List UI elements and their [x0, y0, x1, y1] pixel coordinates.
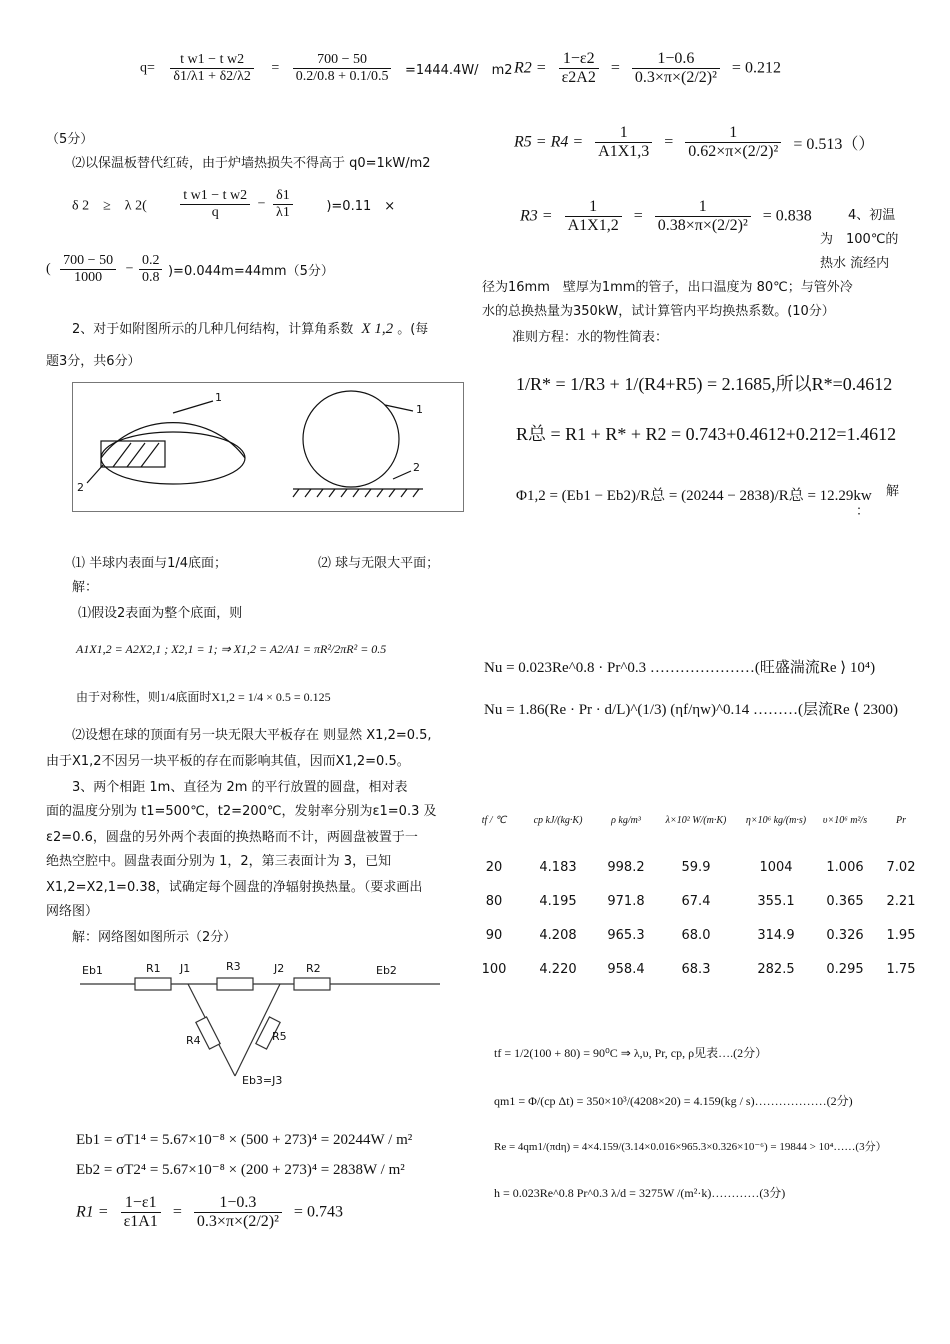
- cell: 1.75: [886, 961, 916, 977]
- cell: 971.8: [607, 893, 645, 909]
- q-fraction-symbolic: [170, 52, 253, 85]
- r3-d1: A1X1,2: [567, 217, 619, 234]
- inequality-2: ( $\frac{700 - 50}{1000}$ − $\frac{0.2}{0.8}$ )=0.044m=44mm（5分）: [46, 253, 334, 285]
- ineq2-result: )=0.044m=44mm（5分）: [167, 264, 334, 279]
- ineq2-d: 0.8: [141, 270, 160, 285]
- q4-part-a: 4、初温: [848, 208, 896, 223]
- net-j1: J1: [180, 962, 191, 975]
- q3-line-5: X1,2=X2,1=0.38，试确定每个圆盘的净辐射换热量。（要求画出: [46, 880, 423, 895]
- q-result: =1444.4W/ m2: [404, 63, 513, 78]
- q2-tail: 。(每: [397, 322, 429, 337]
- r5-result: = 0.513（）: [793, 136, 875, 153]
- phi-equation: Φ1,2 = (Eb1 − Eb2)/R总 = (20244 − 2838)/R总 = 12.29kw: [516, 488, 872, 504]
- ineq2-b: 1000: [74, 270, 103, 285]
- cell: 90: [485, 927, 503, 943]
- r1-frac-num: [194, 1194, 282, 1231]
- eq-ax: A1X1,2 = A2X2,1 ; X2,1 = 1; ⇒ X1,2 = A2/A1 = πR²/2πR² = 0.5: [76, 642, 387, 656]
- hatch-3: [141, 443, 159, 467]
- ineq-a: t w1 − t w2: [180, 188, 250, 205]
- ineq-result: )=0.11 ×: [326, 199, 396, 214]
- cell: 68.0: [681, 927, 711, 943]
- r2-eq: =: [610, 59, 620, 77]
- leader-1: [173, 401, 213, 413]
- ineq-frac-c: [273, 188, 293, 221]
- hemisphere-shape: [87, 401, 245, 484]
- r3-lhs: R3 =: [520, 207, 553, 225]
- fig-label-2: 2: [77, 481, 84, 494]
- fig-label-1: 1: [215, 391, 222, 404]
- q2-title-text: 2、对于如附图所示的几种几何结构，计算角系数: [72, 322, 354, 337]
- step-re: Re = 4qm1/(πdη) = 4×4.159/(3.14×0.016×965.3×0.326×10⁻⁶) = 19844 > 10⁴……(3分）: [494, 1141, 887, 1153]
- r3-frac-sym: [565, 198, 622, 235]
- q3-line-3: ε2=0.6，圆盘的另外两个表面的换热略而不计，两圆盘被置于一: [46, 830, 418, 845]
- q4-line-e: 水的总换热量为350kW，试计算管内平均换热系数。(10分）: [482, 304, 835, 319]
- r5-frac-sym: [595, 124, 652, 161]
- r3-equation: [520, 198, 812, 235]
- table-row: [470, 884, 926, 918]
- eq-symmetry: 由于对称性，则1/4底面时X1,2 = 1/4 × 0.5 = 0.125: [76, 690, 331, 704]
- r2-equation: [514, 50, 781, 87]
- net-r2: R2: [306, 962, 321, 975]
- network-title: 解：网络图如图所示（2分）: [72, 930, 237, 945]
- q4-line-d: 径为16mm 壁厚为1mm的管子，出口温度为 80℃；与管外冷: [482, 280, 853, 295]
- leader-2: [87, 465, 103, 483]
- ball-text-1: ⑵设想在球的顶面有另一块无限大平板存在 则显然 X1,2=0.5,: [72, 728, 432, 743]
- r2-frac-sym: [559, 50, 599, 87]
- resistor-r2: [294, 978, 330, 990]
- network-diagram: [80, 958, 450, 1108]
- r5-n2: 1: [685, 124, 781, 143]
- resistor-r3: [217, 978, 253, 990]
- hdr-pr: Pr: [896, 814, 906, 826]
- assume-text: ⑴假设2表面为整个底面，则: [78, 606, 243, 621]
- table-row: [470, 952, 926, 986]
- step-qm: qm1 = Φ/(cp Δt) = 350×10³/(4208×20) = 4.159(kg / s)………………(2分): [494, 1094, 853, 1108]
- nu-turbulent: Nu = 0.023Re^0.8 · Pr^0.3 …………………(旺盛湍流Re ⟩ 10⁴): [484, 660, 876, 676]
- ineq2-c: 0.2: [139, 253, 163, 270]
- r3-result: = 0.838: [762, 207, 812, 225]
- r2-d2: 0.3×π×(2/2)²: [634, 69, 717, 86]
- r5-d2: 0.62×π×(2/2)²: [688, 143, 779, 160]
- step-tf: tf = 1/2(100 + 80) = 90⁰C ⇒ λ,υ, Pr, cp, ρ见表….(2分）: [494, 1046, 768, 1060]
- nu-laminar: Nu = 1.86(Re · Pr · d/L)^(1/3) (ηf/ηw)^0.14 ………(层流Re ⟨ 2300): [484, 702, 899, 718]
- r1-d1: ε1A1: [123, 1213, 158, 1230]
- r1-eq: =: [172, 1203, 182, 1221]
- q3-line-6: 网络图）: [46, 904, 99, 919]
- q-equation: q= $\frac{\text{t w1 − t w2}}{\delta 1/\lambda 1 + \delta 2/\lambda 2}$ = $\frac{700 - 50}{0.2/0.8 + 0.1/0.5}$ =1444.4W/ m2: [140, 52, 513, 84]
- q3-line-2: 面的温度分别为 t1=500℃，t2=200℃，发射率分别为ε1=0.3 及: [46, 804, 437, 819]
- q-den2: 0.2/0.8 + 0.1/0.5: [295, 69, 389, 84]
- r2-result: = 0.212: [731, 59, 781, 77]
- table-row: [470, 850, 926, 884]
- r5-d1: A1X1,3: [598, 143, 650, 160]
- cell: 59.9: [681, 859, 711, 875]
- r1-result: = 0.743: [293, 1203, 343, 1221]
- cell: 80: [485, 893, 503, 909]
- cell: 68.3: [681, 961, 711, 977]
- net-r3: R3: [226, 960, 241, 973]
- q3-line-4: 绝热空腔中。圆盘表面分别为 1，2，第三表面计为 3，已知: [46, 854, 392, 869]
- ineq2-frac-c: [139, 253, 163, 286]
- colon-right: ：: [856, 504, 870, 519]
- ineq-d: λ1: [276, 205, 290, 220]
- net-eb3: Eb3=J3: [242, 1074, 283, 1087]
- q2-symbol: X 1,2: [361, 321, 394, 337]
- ineq2-a: 700 − 50: [60, 253, 116, 270]
- rtotal-equation: R总 = R1 + R* + R2 = 0.743+0.4612+0.212=1.4612: [516, 424, 897, 444]
- cell: 4.208: [539, 927, 577, 943]
- resistor-r1: [135, 978, 171, 990]
- plane-hatch: [293, 489, 419, 497]
- q-prefix: q=: [140, 60, 155, 76]
- cell: 20: [485, 859, 503, 875]
- hatch-1: [113, 443, 131, 467]
- leader-2b: [393, 471, 411, 479]
- cell: 0.365: [826, 893, 864, 909]
- cell: 0.295: [826, 961, 864, 977]
- criteria-title: 准则方程：水的物性简表：: [512, 330, 669, 345]
- cell: 998.2: [607, 859, 645, 875]
- net-eb2: Eb2: [376, 964, 397, 977]
- r5-eq: =: [664, 133, 674, 151]
- step-h: h = 0.023Re^0.8 Pr^0.3 λ/d = 3275W /(m²·k)…………(3分): [494, 1186, 786, 1200]
- r1-frac-sym: [121, 1194, 161, 1231]
- r2-lhs: R2 =: [514, 59, 547, 77]
- r1-n1: 1−ε1: [121, 1194, 161, 1213]
- q4-part-b: 为 100℃的: [820, 232, 899, 247]
- ineq2-open: (: [46, 261, 51, 277]
- net-r1: R1: [146, 962, 161, 975]
- r1-d2: 0.3×π×(2/2)²: [196, 1213, 279, 1230]
- r5-frac-num: [685, 124, 781, 161]
- r2-frac-num: [632, 50, 720, 87]
- caption-1: ⑴ 半球内表面与1/4底面；: [72, 556, 228, 571]
- r2-d1: ε2A2: [561, 69, 596, 86]
- cell: 1004: [759, 859, 793, 875]
- cell: 100: [481, 961, 507, 977]
- cell: 0.326: [826, 927, 864, 943]
- q-num: t w1 − t w2: [170, 52, 253, 69]
- cell: 282.5: [757, 961, 795, 977]
- table-row: [470, 918, 926, 952]
- cell: 67.4: [681, 893, 711, 909]
- q2-title: [72, 318, 428, 338]
- part2-text: ⑵以保温板替代红砖，由于炉墙热损失不得高于 q0=1kW/m2: [72, 156, 431, 171]
- hdr-cp: cp kJ/(kg·K): [533, 814, 583, 826]
- ineq-frac-a: [180, 188, 250, 221]
- caption-2: ⑵ 球与无限大平面；: [318, 556, 440, 571]
- hdr-tf: tf / ℃: [481, 814, 507, 826]
- r2-n2: 1−0.6: [632, 50, 720, 69]
- cell: 7.02: [886, 859, 916, 875]
- net-r4: R4: [186, 1034, 201, 1047]
- r2-n1: 1−ε2: [559, 50, 599, 69]
- inequality-1: δ 2 ≥ λ 2( $\frac{\text{t w1 − t w2}}{q}$ − $\frac{\delta 1}{\lambda 1}$ )=0.11 ×: [72, 188, 396, 220]
- solution-label-right: 解: [886, 484, 900, 499]
- cell: 4.183: [539, 859, 577, 875]
- ineq-b: q: [211, 205, 219, 220]
- eb1-equation: Eb1 = σT1⁴ = 5.67×10⁻⁸ × (500 + 273)⁴ = 20244W / m²: [76, 1132, 413, 1148]
- net-r5: R5: [272, 1030, 287, 1043]
- r1-equation: [76, 1194, 343, 1231]
- q2-line2: 题3分，共6分）: [46, 354, 141, 369]
- net-eb1: Eb1: [82, 964, 103, 977]
- cell: 965.3: [607, 927, 645, 943]
- r5-equation: [514, 124, 874, 161]
- cell: 314.9: [757, 927, 795, 943]
- r3-eq: =: [633, 207, 643, 225]
- ineq2-frac-a: [60, 253, 116, 286]
- r5-lhs: R5 = R4 =: [514, 133, 584, 151]
- rstar-equation: 1/R* = 1/R3 + 1/(R4+R5) = 2.1685,所以R*=0.4612: [516, 374, 893, 394]
- r3-n1: 1: [565, 198, 622, 217]
- ball-text-2: 由于X1,2不因另一块平板的存在而影响其值，因而X1,2=0.5。: [46, 754, 410, 769]
- hdr-eta: η×10⁶ kg/(m·s): [745, 814, 807, 826]
- cell: 2.21: [886, 893, 916, 909]
- cell: 1.95: [886, 927, 916, 943]
- score-5a: （5分）: [46, 132, 94, 147]
- hemisphere-dome: [101, 423, 245, 458]
- hemisphere-base: [101, 432, 245, 484]
- cell: 4.220: [539, 961, 577, 977]
- r1-lhs: R1 =: [76, 1203, 109, 1221]
- water-properties-table: [470, 790, 926, 986]
- cell: 958.4: [607, 961, 645, 977]
- table-header-row: [470, 790, 926, 850]
- fig-label-1b: 1: [416, 403, 423, 416]
- cell: 4.195: [539, 893, 577, 909]
- r3-frac-num: [655, 198, 751, 235]
- hdr-lambda: λ×10² W/(m·K): [665, 814, 727, 826]
- solution-label: 解：: [72, 580, 99, 595]
- ineq-c: δ1: [273, 188, 293, 205]
- q4-part-c: 热水 流经内: [820, 256, 890, 271]
- fig-label-2b: 2: [413, 461, 420, 474]
- eb2-equation: Eb2 = σT2⁴ = 5.67×10⁻⁸ × (200 + 273)⁴ = 2838W / m²: [76, 1162, 405, 1178]
- sphere-plane-shape: [293, 391, 423, 497]
- cell: 1.006: [826, 859, 864, 875]
- cell: 355.1: [757, 893, 795, 909]
- q-den: δ1/λ1 + δ2/λ2: [173, 69, 251, 84]
- q-num2: 700 − 50: [293, 52, 392, 69]
- q-fraction-numeric: [293, 52, 392, 85]
- r5-n1: 1: [595, 124, 652, 143]
- hatch-2: [127, 443, 145, 467]
- ineq-lhs: δ 2 ≥ λ 2(: [72, 198, 147, 214]
- r1-n2: 1−0.3: [194, 1194, 282, 1213]
- sphere-circle: [303, 391, 399, 487]
- net-j2: J2: [274, 962, 285, 975]
- geometry-figure-svg: [73, 383, 463, 511]
- r3-d2: 0.38×π×(2/2)²: [657, 217, 748, 234]
- r3-n2: 1: [655, 198, 751, 217]
- hdr-nu: υ×10⁶ m²/s: [822, 814, 868, 826]
- hdr-rho: ρ kg/m³: [611, 814, 641, 826]
- geometry-figure: [72, 382, 464, 512]
- q3-line-1: 3、两个相距 1m、直径为 2m 的平行放置的圆盘，相对表: [72, 780, 408, 795]
